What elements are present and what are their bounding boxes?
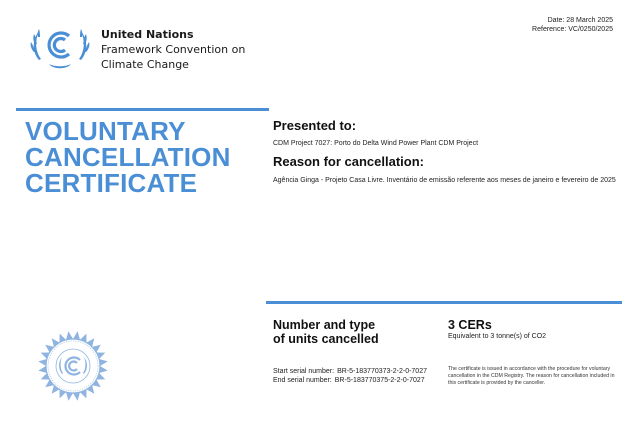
- end-serial-row: [273, 376, 427, 385]
- units-heading-line-2: of units cancelled: [273, 332, 379, 346]
- units-divider: [266, 301, 622, 304]
- reason-heading: Reason for cancellation:: [273, 154, 424, 169]
- certificate-reference: Reference: VC/0250/2025: [532, 26, 613, 33]
- org-line-1: United Nations: [101, 28, 194, 41]
- end-serial-label: End serial number:: [273, 377, 332, 384]
- units-heading: [273, 318, 379, 346]
- presented-to-heading: Presented to:: [273, 118, 357, 133]
- org-line-2: Framework Convention on: [101, 43, 246, 56]
- cdm-registry-seal-icon: [37, 330, 109, 402]
- co2-equivalent: Equivalent to 3 tonne(s) of CO2: [448, 333, 547, 340]
- certificate-meta: [532, 16, 613, 34]
- start-serial-value: BR-5-183770373-2-2-0-7027: [337, 368, 427, 375]
- serial-numbers: [273, 367, 427, 385]
- title-line-3: CERTIFICATE: [25, 168, 198, 198]
- reason-value: Agência Ginga - Projeto Casa Livre. Inventário de emissão referente aos meses de janeiro e fevereiro de 2025: [273, 177, 616, 184]
- end-serial-value: BR-5-183770375-2-2-0-7027: [334, 377, 425, 384]
- certificate-title: [25, 118, 231, 196]
- start-serial-label: Start serial number:: [273, 368, 335, 375]
- issuance-note: The certificate is issued in accordance with the procedure for voluntary cancellation in the CDM Registry. The reason for cancellation included in this certificate is provided by the canceller.: [448, 366, 615, 387]
- start-serial-row: [273, 367, 427, 376]
- title-line-2: CANCELLATION: [25, 142, 231, 172]
- certificate-date: Date: 28 March 2025: [547, 17, 613, 24]
- un-climate-emblem-icon: [29, 22, 91, 70]
- units-heading-line-1: Number and type: [273, 318, 376, 332]
- title-line-1: VOLUNTARY: [25, 116, 186, 146]
- organization-name: [101, 27, 245, 72]
- org-line-3: Climate Change: [101, 58, 189, 71]
- presented-to-value: CDM Project 7027: Porto do Delta Wind Power Plant CDM Project: [273, 140, 479, 147]
- cers-amount: 3 CERs: [448, 318, 492, 332]
- title-divider: [16, 108, 269, 111]
